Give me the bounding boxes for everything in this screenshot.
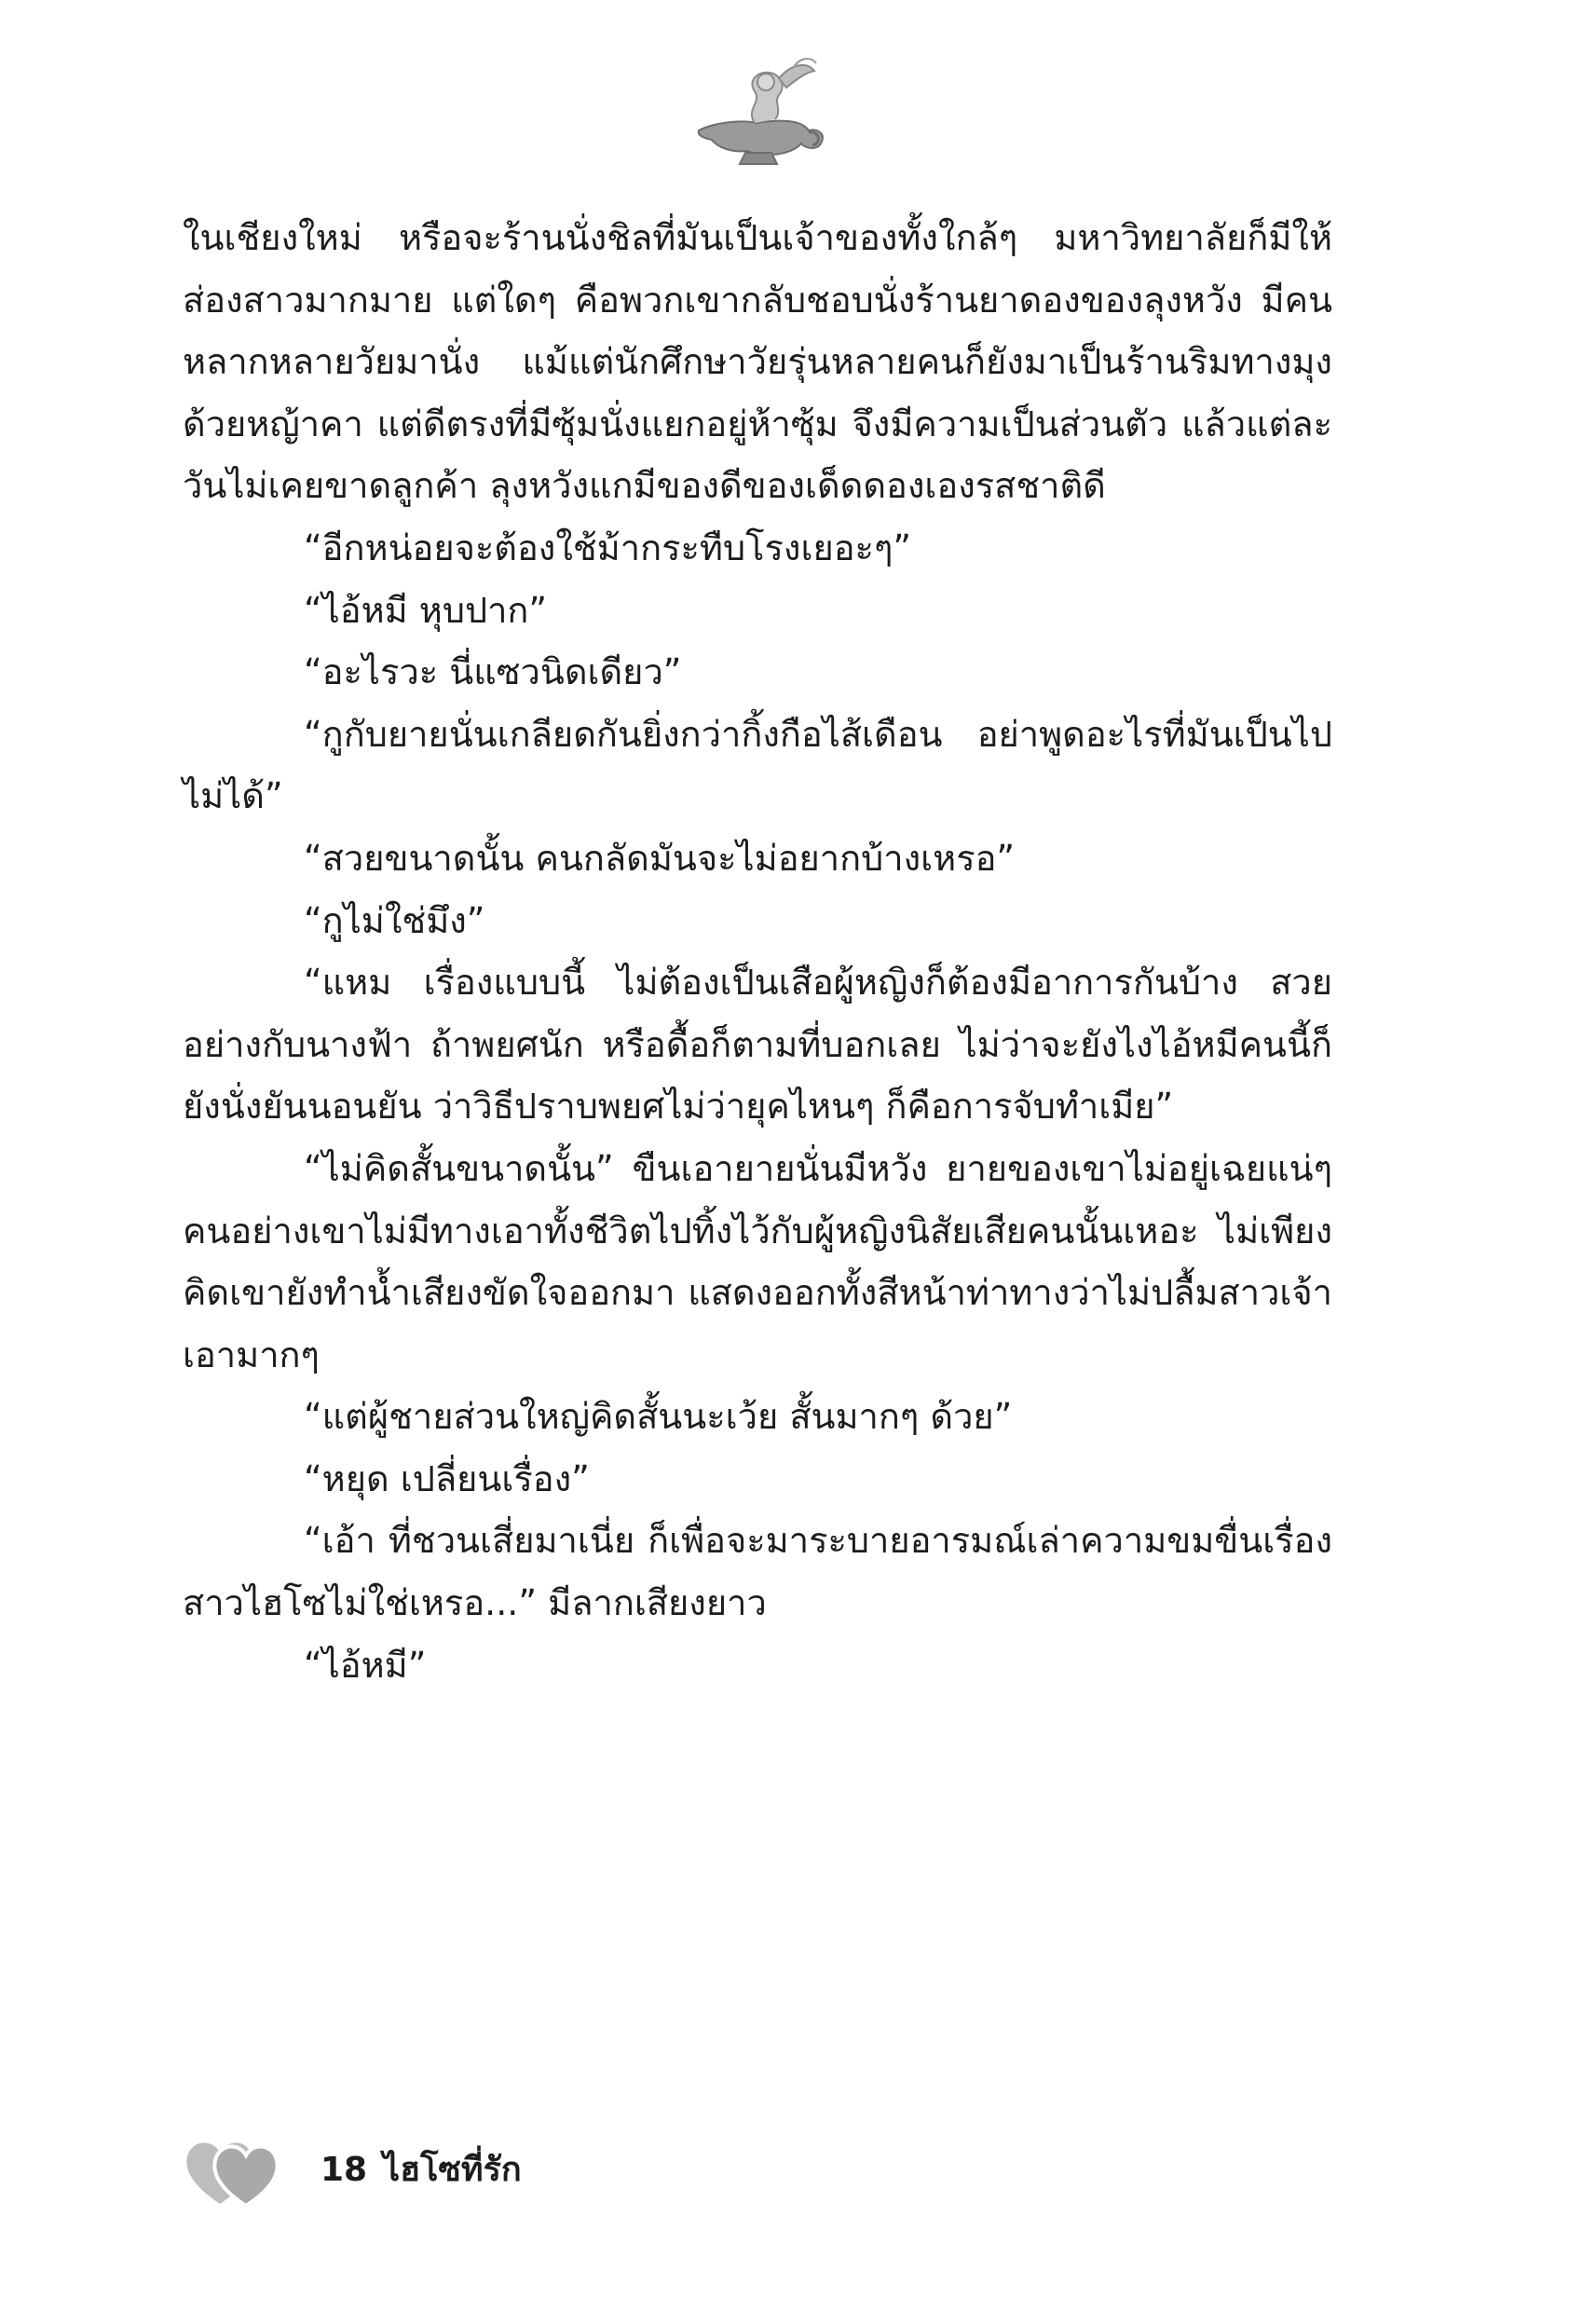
- paragraph: “ไม่คิดสั้นขนาดนั้น” ขืนเอายายนั่นมีหวัง ยายของเขาไม่อยู่เฉยแน่ๆ คนอย่างเขาไม่มีทางเอาทั้งชีวิตไปทิ้งไว้กับผู้หญิงนิสัยเสียคนนั้นเหอะ ไม่เพียงคิดเขายังทำน้ำเสียงขัดใจออกมา แสดงออกทั้งสีหน้าท่าทางว่าไม่ปลื้มสาวเจ้าเอามากๆ: [183, 1147, 1332, 1375]
- paragraph: “ไอ้หมี หุบปาก”: [304, 589, 548, 631]
- page-number: 18: [321, 2151, 368, 2189]
- paragraph: “เอ้า ที่ชวนเสี่ยมาเนี่ย ก็เพื่อจะมาระบายอารมณ์เล่าความขมขื่นเรื่องสาวไฮโซไม่ใช่เหรอ...” มีลากเสียงยาว: [183, 1520, 1332, 1624]
- page-footer: [183, 2129, 742, 2213]
- main-text: [183, 207, 1332, 1696]
- paragraph: “สวยขนาดนั้น คนกลัดมันจะไม่อยากบ้างเหรอ”: [304, 837, 1016, 879]
- paragraph: ในเชียงใหม่ หรือจะร้านนั่งชิลที่มันเป็นเจ้าของทั้งใกล้ๆ มหาวิทยาลัยก็มีให้ส่องสาวมากมาย แต่ใดๆ คือพวกเขากลับชอบนั่งร้านยาดองของลุงหวัง มีคนหลากหลายวัยมานั่ง แม้แต่นักศึกษาวัยรุ่นหลายคนก็ยังมาเป็นร้านริมทางมุงด้วยหญ้าคา แต่ดีตรงที่มีซุ้มนั่งแยกอยู่ห้าซุ้ม จึงมีความเป็นส่วนตัว แล้วแต่ละวันไม่เคยขาดลูกค้า ลุงหวังแกมีของดีของเด็ดดองเองรสชาติดี: [183, 217, 1332, 507]
- book-title: ไฮโซที่รัก: [383, 2151, 522, 2189]
- paragraph: “แต่ผู้ชายส่วนใหญ่คิดสั้นนะเว้ย สั้นมากๆ ด้วย”: [304, 1396, 1013, 1438]
- paragraph: “หยุด เปลี่ยนเรื่อง”: [304, 1457, 590, 1499]
- paragraph: “อะไรวะ นี่แซวนิดเดียว”: [304, 651, 682, 693]
- paragraph: “แหม เรื่องแบบนี้ ไม่ต้องเป็นเสือผู้หญิงก็ต้องมีอาการกันบ้าง สวยอย่างกับนางฟ้า ถ้าพยศนัก หรือดื้อก็ตามที่บอกเลย ไม่ว่าจะยังไงไอ้หมีคนนี้ก็ยังนั่งยันนอนยัน ว่าวิธีปราบพยศไม่ว่ายุคไหนๆ ก็คือการจับทำเมีย”: [183, 962, 1332, 1128]
- paragraph: “กูกับยายนั่นเกลียดกันยิ่งกว่ากิ้งกือไส้เดือน อย่าพูดอะไรที่มันเป็นไปไม่ได้”: [183, 713, 1332, 817]
- hearts-icon: [183, 2129, 285, 2213]
- paragraph: “ไอ้หมี”: [304, 1644, 427, 1686]
- genie-lamp-ornament-icon: [689, 58, 829, 170]
- paragraph: “กูไม่ใช่มึง”: [304, 899, 485, 941]
- paragraph: “อีกหน่อยจะต้องใช้ม้ากระทืบโรงเยอะๆ”: [304, 526, 912, 568]
